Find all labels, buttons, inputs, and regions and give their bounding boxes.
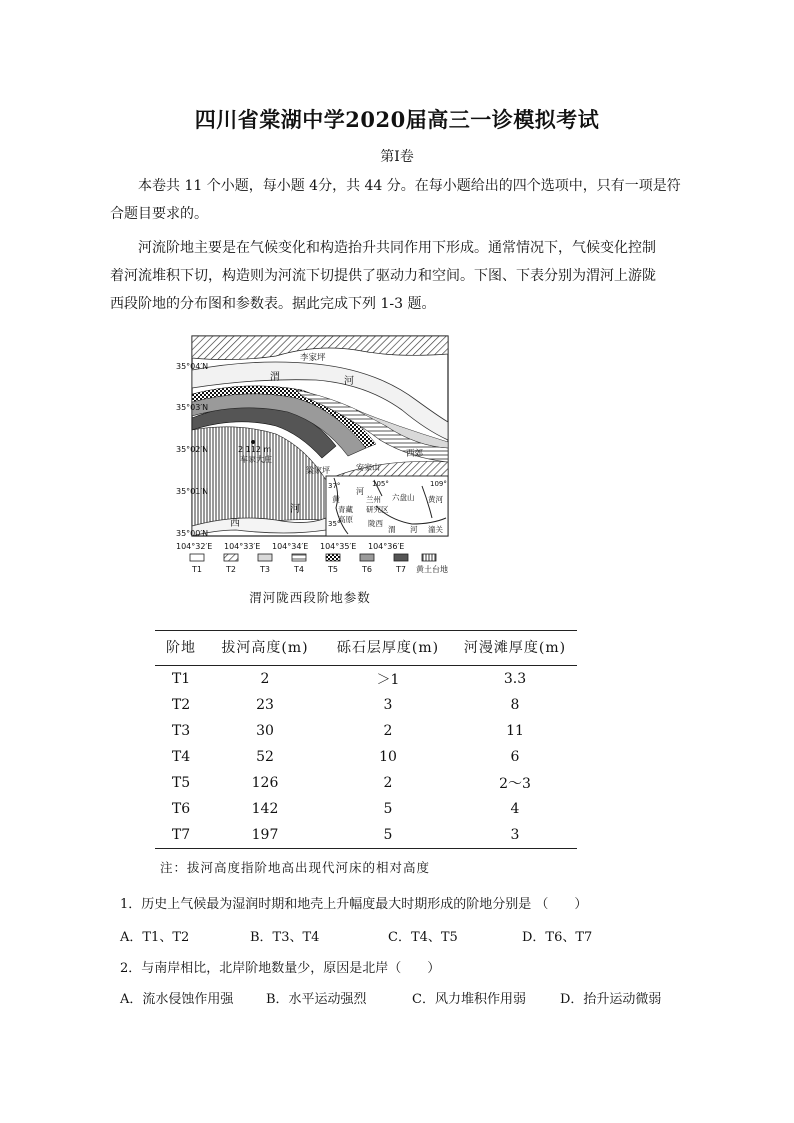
question-1-option-b[interactable]: B．T3、T4 [250, 930, 320, 945]
table-row [155, 796, 577, 822]
table-cell: 3 [453, 822, 577, 849]
page-title: 四川省棠湖中学2020届高三一诊模拟考试 [194, 107, 600, 132]
place-label: 李家坪 [300, 353, 326, 363]
legend-label: 黄土台地 [416, 565, 448, 574]
question-1-option-a[interactable]: A．T1、T2 [120, 930, 190, 945]
lat-label: 35°00′N [176, 529, 209, 538]
question-2-option-d[interactable]: D．抬升运动微弱 [560, 992, 662, 1007]
inset-label: 河 [356, 487, 364, 496]
table-row [155, 692, 577, 718]
river-label: 渭 [270, 372, 280, 383]
legend-label: T5 [328, 565, 338, 574]
map-legend [190, 554, 448, 574]
table-cell: 5 [323, 822, 453, 849]
legend-swatch-t3 [258, 554, 272, 561]
inset-label: 陇西 [368, 519, 383, 528]
table-header-row [155, 631, 577, 666]
question-2-option-c[interactable]: C．风力堆积作用弱 [412, 992, 526, 1007]
table-cell: T4 [171, 749, 191, 765]
table-cell: 11 [506, 723, 524, 739]
table-cell: 197 [207, 822, 323, 849]
river-label: 河 [290, 504, 300, 515]
table-cell: T1 [171, 671, 191, 687]
legend-swatch-t4 [292, 554, 306, 561]
question-2-option-b[interactable]: B．水平运动强烈 [266, 992, 367, 1007]
table-header-cell: 河漫滩厚度(m) [453, 631, 577, 666]
table-header-cell: 砾石层厚度(m) [323, 631, 453, 666]
intro-line-1: 本卷共 11 个小题，每小题 4分，共 44 分。在每小题给出的四个选项中，只有一项是符 [138, 178, 681, 194]
lat-label: 35°01′N [176, 487, 209, 496]
table-cell: 126 [251, 775, 279, 791]
legend-label: T4 [294, 565, 304, 574]
passage-line-3: 西段阶地的分布图和参数表。据此完成下列 1-3 题。 [110, 296, 436, 312]
legend-swatch-loess [422, 554, 436, 561]
table-cell: 2 [383, 775, 393, 791]
intro-line-2: 合题目要求的。 [110, 206, 208, 222]
peak-marker [251, 440, 255, 444]
table-cell: 2～3 [499, 776, 531, 792]
inset-label: 六盘山 [392, 493, 415, 502]
question-1-option-c[interactable]: C．T4、T5 [388, 930, 458, 945]
legend-label: T3 [260, 565, 270, 574]
terrace-map [176, 330, 476, 578]
table-header-cell: 拔河高度(m) [207, 631, 323, 666]
inset-label: 黄河 [428, 495, 443, 504]
inset-label: 黄 [332, 495, 340, 504]
legend-swatch-t7 [394, 554, 408, 561]
passage-line-2: 着河流堆积下切，构造则为河流下切提供了驱动力和空间。下图、下表分别为渭河上游陇 [110, 268, 656, 284]
inset-label: 研究区 [366, 505, 389, 514]
table-cell: 4 [510, 801, 520, 817]
inset-label: 渭 [388, 525, 396, 534]
question-1-option-d[interactable]: D．T6、T7 [522, 930, 593, 945]
table-cell: 3 [383, 697, 393, 713]
table-row [155, 770, 577, 796]
table-row [155, 718, 577, 744]
inset-label: 兰州 [366, 495, 381, 504]
lon-label: 104°36′E [368, 542, 405, 551]
inset-label: 潼关 [428, 525, 443, 534]
question-1-stem: 1．历史上气候最为湿润时期和地壳上升幅度最大时期形成的阶地分别是 （ ） [120, 897, 588, 912]
passage-line-1: 河流阶地主要是在气候变化和构造抬升共同作用下形成。通常情况下，气候变化控制 [138, 240, 656, 256]
table-cell: T3 [171, 723, 191, 739]
lon-label: 104°34′E [272, 542, 309, 551]
table-cell: T7 [155, 822, 207, 849]
table-cell: 30 [256, 723, 274, 739]
table-cell: 8 [510, 697, 520, 713]
table-cell: 3.3 [503, 671, 527, 687]
legend-label: T6 [362, 565, 372, 574]
section-title: 第Ⅰ卷 [380, 149, 414, 165]
passage-paragraph [110, 234, 690, 318]
terrace-parameter-table [155, 630, 577, 849]
elevation-label: 2 112 m [238, 445, 272, 454]
inset-lat-label: 35° [328, 520, 341, 528]
table-cell: 52 [256, 749, 274, 765]
river-label: 西 [230, 518, 240, 529]
table-cell: 10 [379, 749, 397, 765]
legend-label: T7 [396, 565, 406, 574]
legend-label: T1 [192, 565, 202, 574]
table-cell: ＞1 [376, 672, 400, 688]
table-row [155, 666, 577, 693]
place-label: 安家山 [356, 463, 380, 472]
table-cell: 6 [510, 749, 520, 765]
lon-label: 104°33′E [224, 542, 261, 551]
intro-paragraph [110, 172, 690, 228]
question-2-stem: 2．与南岸相比，北岸阶地数量少，原因是北岸（ ） [120, 961, 441, 976]
lat-label: 35°04′N [176, 362, 209, 371]
inset-lon-label: 109° [430, 480, 447, 488]
table-header-cell: 阶地 [155, 631, 207, 666]
inset-label: 青藏 [338, 505, 353, 514]
table-row [155, 744, 577, 770]
lat-label: 35°02′N [176, 445, 209, 454]
river-label: 河 [344, 376, 354, 387]
inset-lon-label: 105° [372, 480, 389, 488]
table-cell: 23 [256, 697, 274, 713]
table-caption: 渭河陇西段阶地参数 [249, 590, 371, 605]
place-label: 车家大庄 [240, 455, 272, 464]
inset-label: 高原 [338, 515, 353, 524]
legend-swatch-t5 [326, 554, 340, 561]
inset-lat-label: 37° [328, 482, 341, 490]
lat-label: 35°03′N [176, 403, 209, 412]
legend-swatch-t1 [190, 554, 204, 561]
table-cell: T2 [171, 697, 191, 713]
lon-label: 104°35′E [320, 542, 357, 551]
lon-label: 104°32′E [176, 542, 213, 551]
table-cell: 5 [383, 801, 393, 817]
table-row [155, 822, 577, 849]
table-cell: T5 [171, 775, 191, 791]
legend-label: T2 [226, 565, 236, 574]
table-cell: 142 [251, 801, 279, 817]
legend-swatch-t2 [224, 554, 238, 561]
inset-label: 河 [410, 525, 418, 534]
question-2-option-a[interactable]: A．流水侵蚀作用强 [120, 992, 234, 1007]
place-label: 西郊 [406, 449, 424, 459]
place-label: 梁家坪 [306, 466, 330, 475]
table-cell: T6 [171, 801, 191, 817]
table-cell: 2 [260, 671, 270, 687]
table-cell: 2 [383, 723, 393, 739]
table-note: 注：拔河高度指阶地高出现代河床的相对高度 [160, 860, 431, 875]
legend-swatch-t6 [360, 554, 374, 561]
